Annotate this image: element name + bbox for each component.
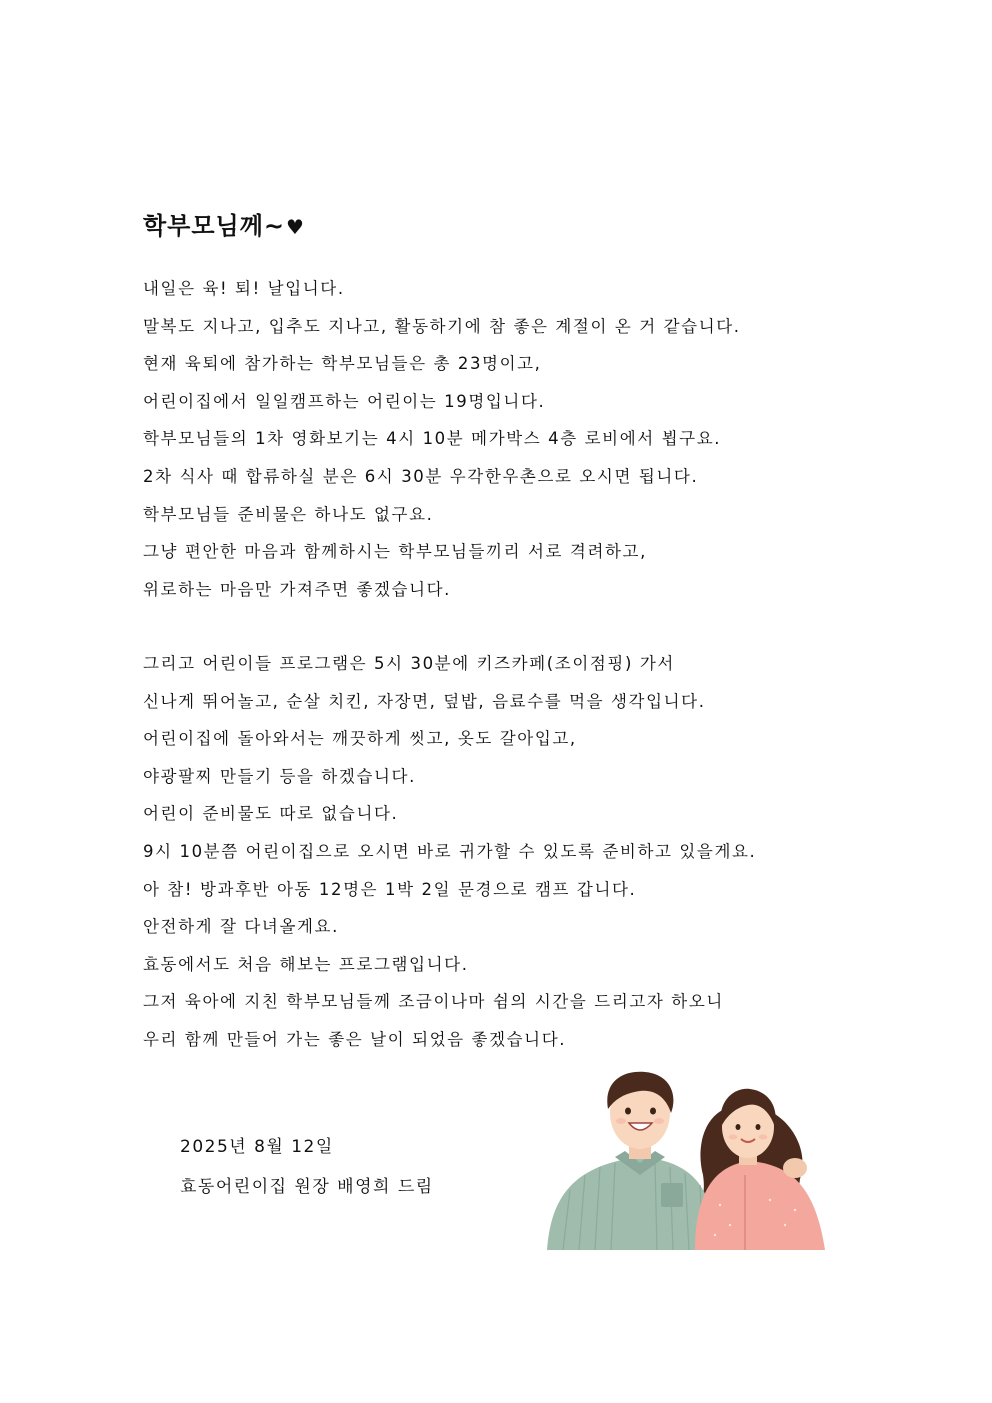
text-line: 신나게 뛰어놀고, 순살 치킨, 자장면, 덮밥, 음료수를 먹을 생각입니다. bbox=[143, 691, 706, 711]
text-line: 말복도 지나고, 입추도 지나고, 활동하기에 참 좋은 계절이 온 거 같습니다. bbox=[143, 316, 741, 336]
man-hand bbox=[783, 1158, 807, 1178]
text-line: 현재 육퇴에 참가하는 학부모님들은 총 23명이고, bbox=[143, 354, 542, 374]
paragraph-children-program bbox=[143, 645, 756, 1059]
letter-sender: 효동어린이집 원장 배영희 드림 bbox=[180, 1177, 434, 1197]
man-body bbox=[547, 1157, 715, 1250]
text-line: 내일은 육! 퇴! 날입니다. bbox=[143, 279, 345, 298]
title-text: 학부모님께~ bbox=[143, 212, 286, 241]
text-line: 어린이 준비물도 따로 없습니다. bbox=[143, 804, 399, 824]
text-line: 그리고 어린이들 프로그램은 5시 30분에 키즈카페(조이점핑) 가서 bbox=[143, 654, 675, 673]
text-line: 학부모님들 준비물은 하나도 없구요. bbox=[143, 504, 434, 524]
text-line: 어린이집에서 일일캠프하는 어린이는 19명입니다. bbox=[143, 391, 546, 411]
text-line: 그냥 편안한 마음과 함께하시는 학부모님들끼리 서로 격려하고, bbox=[143, 542, 647, 562]
letter-date: 2025년 8월 12일 bbox=[180, 1137, 334, 1157]
signature-block bbox=[180, 1127, 434, 1207]
text-line: 9시 10분쯤 어린이집으로 오시면 바로 귀가할 수 있도록 준비하고 있을게요. bbox=[143, 841, 757, 861]
text-line: 그저 육아에 지친 학부모님들께 조금이나마 쉼의 시간을 드리고자 하오니 bbox=[143, 992, 724, 1012]
text-line: 야광팔찌 만들기 등을 하겠습니다. bbox=[143, 766, 416, 786]
couple-illustration bbox=[545, 1065, 835, 1250]
text-line: 안전하게 잘 다녀올게요. bbox=[143, 917, 339, 937]
letter-title bbox=[143, 206, 305, 241]
text-line: 어린이집에 돌아와서는 깨끗하게 씻고, 옷도 갈아입고, bbox=[143, 729, 577, 749]
text-line: 2차 식사 때 합류하실 분은 6시 30분 우각한우촌으로 오시면 됩니다. bbox=[143, 466, 699, 486]
text-line: 효동에서도 처음 해보는 프로그램입니다. bbox=[143, 954, 469, 974]
text-line: 학부모님들의 1차 영화보기는 4시 10분 메가박스 4층 로비에서 뵙구요. bbox=[143, 429, 722, 449]
heart-icon: ♥ bbox=[286, 215, 305, 240]
text-line: 위로하는 마음만 가져주면 좋겠습니다. bbox=[143, 579, 452, 599]
paragraph-parent-event bbox=[143, 270, 741, 608]
man-pocket bbox=[661, 1183, 683, 1207]
text-line: 아 참! 방과후반 아동 12명은 1박 2일 문경으로 캠프 갑니다. bbox=[143, 879, 637, 899]
text-line: 우리 함께 만들어 가는 좋은 날이 되었음 좋겠습니다. bbox=[143, 1029, 567, 1049]
